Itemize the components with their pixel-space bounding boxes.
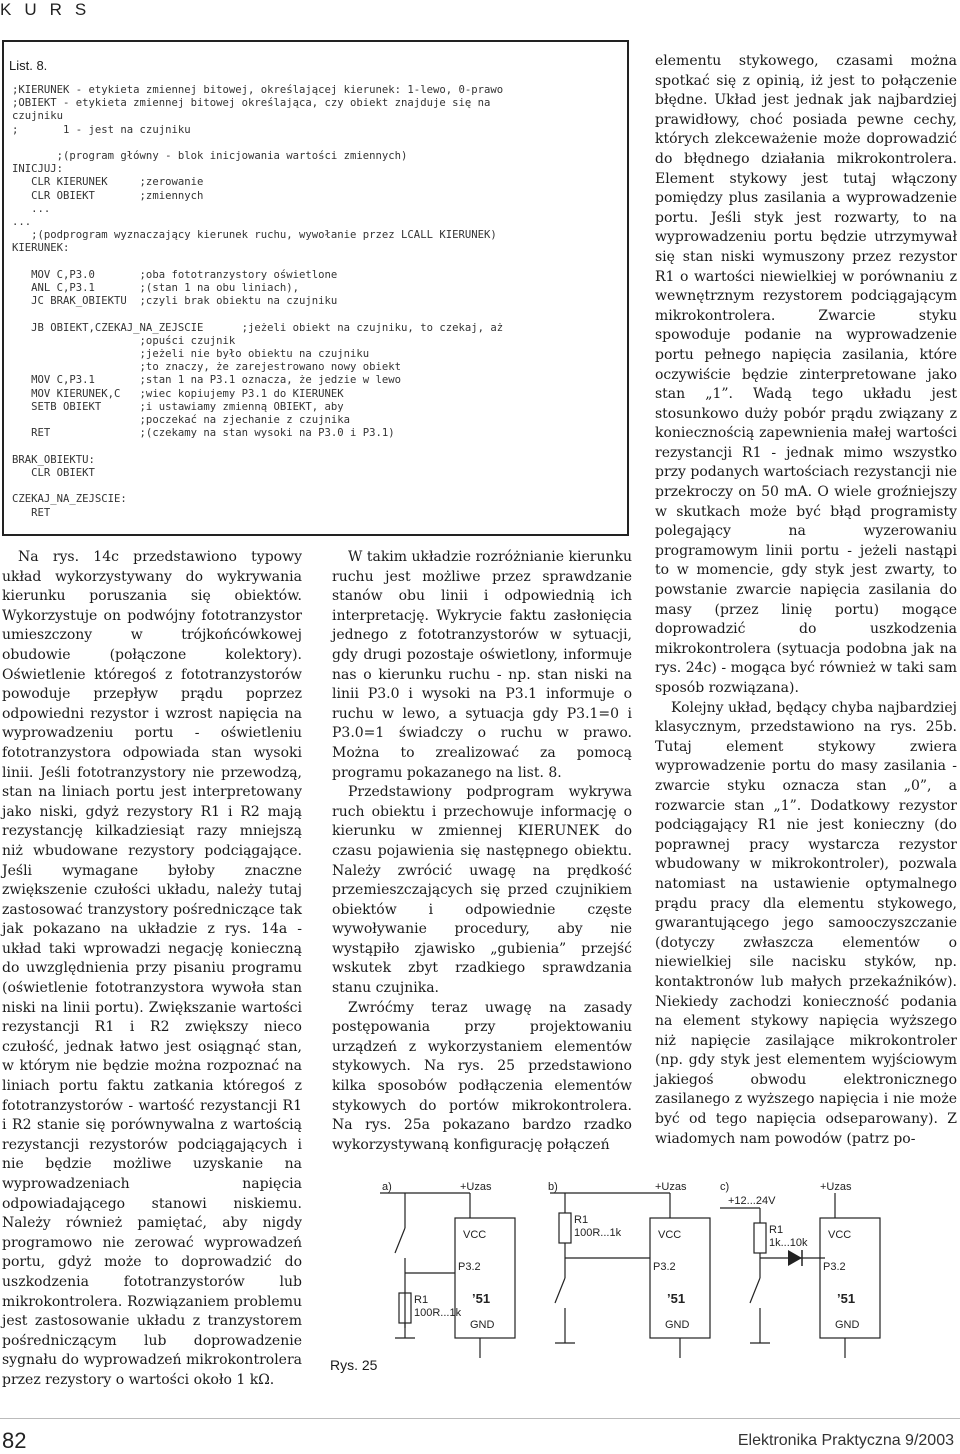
gnd-c: GND [835,1319,860,1331]
supply-b: +Uzas [655,1181,687,1193]
text-column-1 [2,548,302,1391]
footer-divider [0,1418,960,1419]
text-column-3 [655,52,957,1149]
label-b: b) [548,1181,558,1193]
chip-c: ’51 [837,1291,856,1306]
label-a: a) [382,1181,392,1193]
gnd-a: GND [470,1319,495,1331]
res-b: R1 [574,1214,589,1226]
magazine-title: Elektronika Praktyczna 9/2003 [737,1432,954,1449]
paragraph: Kolejny układ, będący chyba najbardziej klasycznym, przedstawiono na rys. 25b. Tutaj element stykowy zwiera wyprowadzenie portu do masy zasilania - zwarcie styku oznacza stan „0”, a rozwarcie stan „1”. Dodatkowy rezystor podciągający R1 nie jest konieczny (do poprawnej pracy wystarcza rezystor wbudowany w mikrokontroler), pozwala natomiast na ustawienie optymalnego prądu pracy dla elementu stykowego, gwarantującego jego samooczyszczanie (dotyczy zwłaszcza elementów o niewielkiej sile nacisku styków, np. kontaktronów lub małych przekaźników). Niekiedy zachodzi konieczność podania na element stykowy napięcia wyższego niż napięcie zasilające mikrokontroler (np. gdy styk jest elementem wyjściowym jakiegoś obwodu elektronicznego zasilanego z wyższego napięcia i nie może być od tego napięcia odseparowany). Z wiadomych nam powodów (patrz po- [655,699,957,1147]
text-column-2 [332,548,632,1155]
figure-caption: Rys. 25 [330,1357,378,1373]
paragraph: Przedstawiony podprogram wykrywa ruch obiektu i przechowuje informację o kierunku w zmiennej KIERUNEK do czasu pojawienia się następnego obiektu. Należy zwrócić uwagę na prędkość przemieszczających się przed czujnikiem obiektów i odpowiednie częste wywoływanie procedury, aby nie wystąpiło zjawisko „gubienia” przejść wskutek zbyt rzadkiego sprawdzania stanu czujnika. [332,784,632,997]
res-c: R1 [769,1224,784,1236]
res-val-a: 100R...1k [414,1307,462,1319]
res-a: R1 [414,1294,429,1306]
label-c: c) [720,1181,730,1193]
paragraph: W takim układzie rozróżnianie kierunku ruchu jest możliwe przez sprawdzanie stanów obu linii i odpowiednią ich interpretację. Wykrycie faktu zasłonięcia jednego z fototranzystorów w sytuacji, gdy drugi pozostaje oświetlony, informuje nas o kierunku ruchu - np. stan niski na linii P3.0 i wysoki na P3.1 informuje o ruchu w lewo, a sytuacja gdy P3.1=0 i P3.0=1 świadczy o ruchu w prawo. Można to zrealizować za pomocą programu pokazanego na list. 8. [332,549,632,781]
pin-c: P3.2 [823,1261,846,1273]
vcc-a: VCC [463,1229,487,1241]
pin-b: P3.2 [653,1261,676,1273]
diode-icon [788,1250,802,1266]
paragraph: elementu stykowego, czasami można spotkać się z opinią, iż jest to połączenie błędne. Układ jest jednak jak najbardziej prawidłowy, choć posiada pewne cechy, których zlekceważenie może doprowadzić do błędnego działania mikrokontrolera. Element stykowy jest tutaj włączony pomiędzy plus zasilania a wyprowadzenie portu. Jeśli styk jest rozwarty, to na wyprowadzeniu portu będzie utrzymywał się stan niski wymuszony przez rezystor R1 o wartości niewielkiej w porównaniu z wewnętrznym rezystorem podciągającym mikrokontrolera. Zwarcie styku spowoduje podanie na wyprowadzenie portu pełnego napięcia zasilania, które oczywiście będzie zinterpretowane jako stan „1”. Wadą tego układu jest stosunkowo duży pobór prądu związany z koniecznością zapewnienia małej wartości rezystancji R1 - jednak mimo wszystko przy podanych wartościach rezystancji nie przekroczy on 50 mA. O wiele groźniejszy w skutkach może być błąd programisty polegający na wyzerowaniu programowym linii portu - jeżeli nastąpi to w momencie, gdy styk jest zwarty, to powstanie zwarcie napięcia zasilania do masy (przez linię portu) mogące doprowadzić do uszkodzenia mikrokontrolera (sytuacja podobna jak na rys. 24c) - mogąca być również w taki sam sposób rozwiązana). [655,53,957,696]
vcc-c: VCC [828,1229,852,1241]
chip-b: ’51 [667,1291,686,1306]
pin-a: P3.2 [458,1261,481,1273]
listing-title: List. 8. [9,58,48,73]
paragraph: Na rys. 14c przedstawiono typowy układ wykorzystywany do wykrywania kierunku poruszania się obiektów. Wykorzystuje on podwójny fototranzystor umieszczony w trójkońcówkowej obudowie (połączone kolektory). Oświetlenie któregoś z fototranzystorów powoduje przepływ prądu poprzez odpowiedni rezystor i wzrost napięcia na wyprowadzeniu portu - oświetleniu fototranzystora odpowiada stan wysoki linii. Jeśli fototranzystory nie przewodzą, stan na liniach portu jest interpretowany jako niski, gdyż rezystory R1 i R2 mają rezystancję kilkadziesiąt razy mniejszą niż wbudowane rezystory podciągające. Jeśli wymagane byłoby znaczne zwiększenie czułości układu, należy tutaj zastosować tranzystory pośredniczące tak jak pokazano na układzie z rys. 14a - układ taki wprowadzi negację konieczną do uwzględnienia przy pisaniu programu (oświetlenie fototranzystora wywoła stan niski na linii portu). Zwiększanie wartości rezystancji R1 i R2 zwiększy nieco czułość, jednak łatwo jest osiągnąć stan, w którym nie będzie można rozpoznać na liniach portu faktu zatkania któregoś z fototranzystorów - wartość rezystancji R1 i R2 stanie się porównywalna z wartością rezystancji rezystorów podciągających i nie będzie możliwe uzyskanie na wyprowadzeniach napięcia odpowiadającego stanowi niskiemu. Należy również pamiętać, aby nigdy programowo nie zerować wyprowadzeń portu, gdyż może to doprowadzić do uszkodzenia fototranzystorów lub mikrokontrolera. Rozwiązaniem problemu jest zastosowanie układu z tranzystorem pośredniczącym lub doprowadzenie sygnału do wyprowadzeń mikrokontrolera przez rezystory o wartości około 1 kΩ. [2,549,302,1388]
chip-a: ’51 [472,1291,491,1306]
code-listing [2,40,629,536]
section-header: KURS [0,0,100,19]
supply-c: +Uzas [820,1181,852,1193]
res-val-b: 100R...1k [574,1227,622,1239]
page-number: 82 [2,1428,27,1453]
supply2-c: +12...24V [728,1195,776,1207]
paragraph: Zwróćmy teraz uwagę na zasady postępowania przy projektowaniu urządzeń z wykorzystaniem elementów stykowych. Na rys. 25 przedstawiono kilka sposobów podłączenia elementów stykowych do portów mikrokontrolera. Na rys. 25a pokazano bardzo rzadko wykorzystywaną konfigurację połączeń [332,999,632,1153]
vcc-b: VCC [658,1229,682,1241]
listing-code: ;KIERUNEK - etykieta zmiennej bitowej, określającej kierunek: 1-lewo, 0-prawo ;OBIEKT - etykieta zmiennej bitowej określająca, czy obiekt znajduje się na czujniku ; 1 - jest na czujniku ;(program główny - blok inicjowania wartości zmiennych) INICJUJ: CLR KIERUNEK ;zerowanie CLR OBIEKT ;zmiennych ... ... ;(podprogram wyznaczający kierunek ruchu, wywołanie przez LCALL KIERUNEK) KIERUNEK: MOV C,P3.0 ;oba fototranzystory oświetlone ANL C,P3.1 ;(stan 1 na obu liniach), JC BRAK_OBIEKTU ;czyli brak obiektu na czujniku JB OBIEKT,CZEKAJ_NA_ZEJSCIE ;jeżeli obiekt na czujniku, to czekaj, aż ;opuści czujnik ;jeżeli nie było obiektu na czujniku ;to znaczy, że zarejestrowano nowy obiekt MOV C,P3.1 ;stan 1 na P3.1 oznacza, że jedzie w lewo MOV KIERUNEK,C ;wiec kopiujemy P3.1 do KIERUNEK SETB OBIEKT ;i ustawiamy zmienną OBIEKT, aby ;poczekać na zjechanie z czujnika RET ;(czekamy na stan wysoki na P3.0 i P3.1) BRAK_OBIEKTU: CLR OBIEKT CZEKAJ_NA_ZEJSCIE: RET [12,84,504,519]
gnd-b: GND [665,1319,690,1331]
res-val-c: 1k...10k [769,1237,808,1249]
supply-a: +Uzas [460,1181,492,1193]
circuit-figure [320,1178,960,1388]
